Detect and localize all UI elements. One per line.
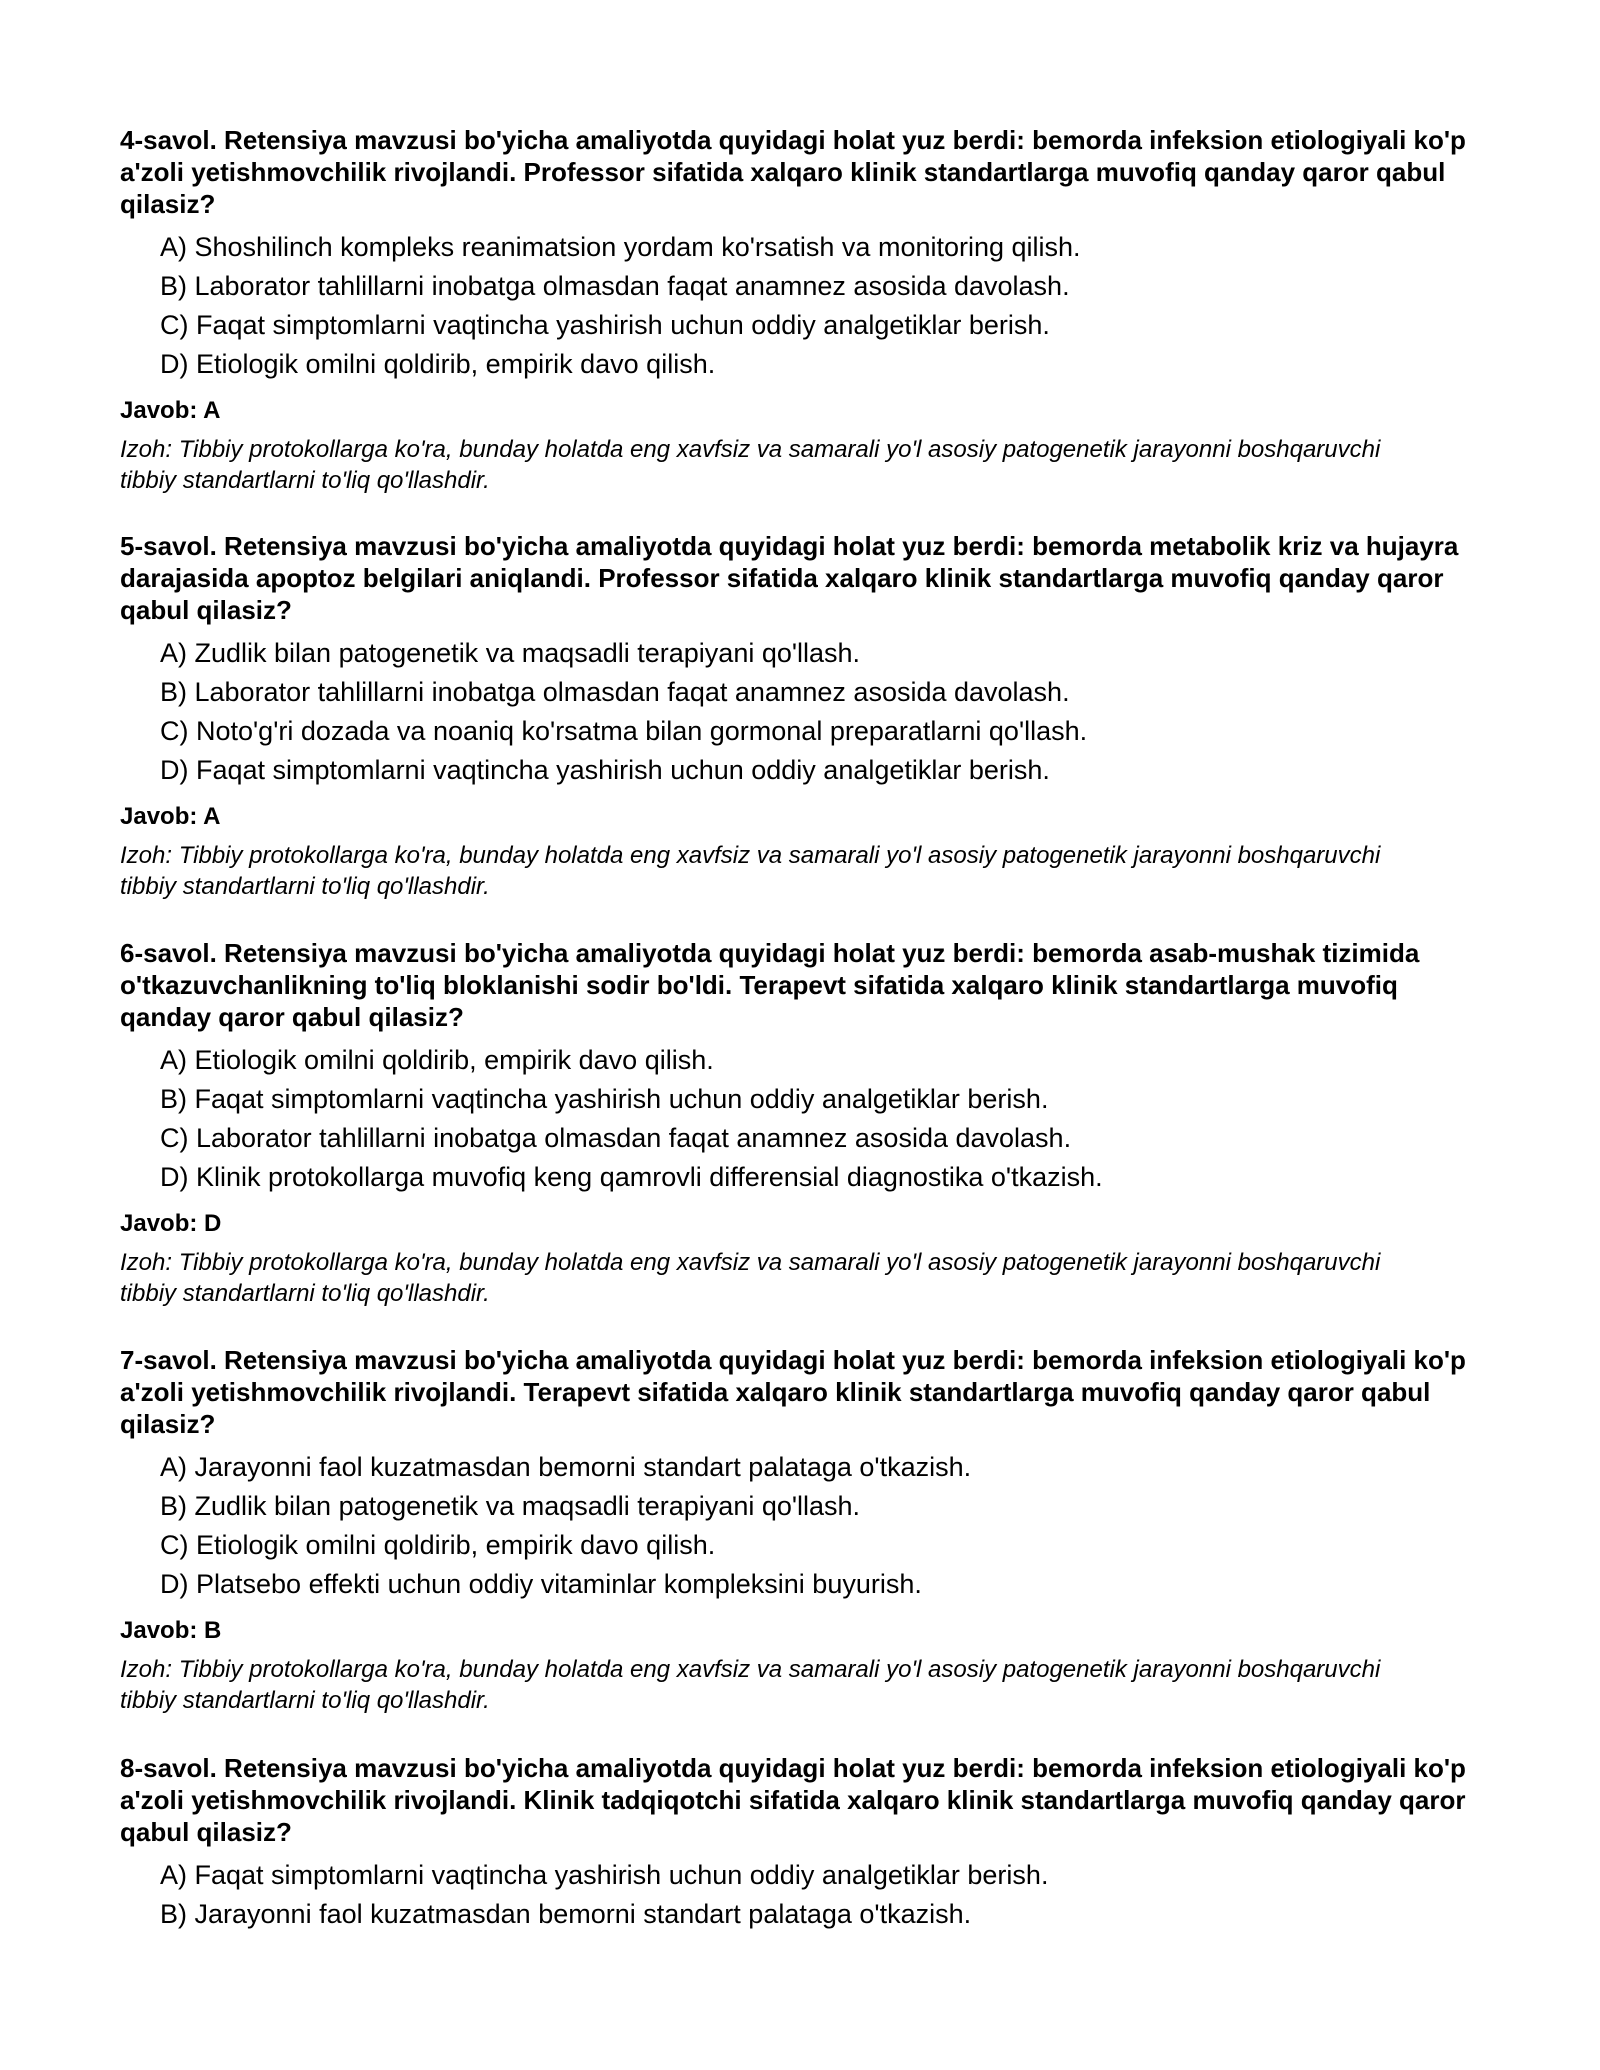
option-a: A) Jarayonni faol kuzatmasdan bemorni standart palataga o'tkazish.	[160, 1452, 972, 1482]
option-list	[120, 228, 1480, 384]
option-d: D) Etiologik omilni qoldirib, empirik davo qilish.	[160, 349, 716, 379]
option-c: C) Laborator tahlillarni inobatga olmasdan faqat anamnez asosida davolash.	[160, 1123, 1072, 1153]
answer-label: Javob: D	[120, 1210, 222, 1237]
explanation-text: Izoh: Tibbiy protokollarga ko'ra, bunday holatda eng xavfsiz va samarali yo'l asosiy patogenetik jarayonni boshqaruvchi tibbiy standartlarni to'liq qo'llashdir.	[120, 842, 1381, 900]
question-title: 4-savol. Retensiya mavzusi bo'yicha amaliyotda quyidagi holat yuz berdi: bemorda infeksion etiologiyali ko'p a'zoli yetishmovchilik rivojlandi. Professor sifatida xalqaro klinik standartlarga muvofiq qanday qaror qabul qilasiz?	[120, 125, 1466, 219]
option-d: D) Platsebo effekti uchun oddiy vitaminlar kompleksini buyurish.	[160, 1569, 922, 1599]
question-title: 6-savol. Retensiya mavzusi bo'yicha amaliyotda quyidagi holat yuz berdi: bemorda asab-mushak tizimida o'tkazuvchanlikning to'liq bloklanishi sodir bo'ldi. Terapevt sifatida xalqaro klinik standartlarga muvofiq qanday qaror qabul qilasiz?	[120, 938, 1420, 1032]
answer-label: Javob: B	[120, 1617, 222, 1644]
question-block	[120, 124, 1480, 496]
question-title: 7-savol. Retensiya mavzusi bo'yicha amaliyotda quyidagi holat yuz berdi: bemorda infeksion etiologiyali ko'p a'zoli yetishmovchilik rivojlandi. Terapevt sifatida xalqaro klinik standartlarga muvofiq qanday qaror qabul qilasiz?	[120, 1345, 1466, 1439]
option-b: B) Zudlik bilan patogenetik va maqsadli terapiyani qo'llash.	[160, 1491, 861, 1521]
option-b: B) Faqat simptomlarni vaqtincha yashirish uchun oddiy analgetiklar berish.	[160, 1084, 1049, 1114]
option-list	[120, 1448, 1480, 1604]
option-d: D) Faqat simptomlarni vaqtincha yashirish uchun oddiy analgetiklar berish.	[160, 755, 1050, 785]
question-title: 5-savol. Retensiya mavzusi bo'yicha amaliyotda quyidagi holat yuz berdi: bemorda metabolik kriz va hujayra darajasida apoptoz belgilari aniqlandi. Professor sifatida xalqaro klinik standartlarga muvofiq qanday qaror qabul qilasiz?	[120, 531, 1459, 625]
option-c: C) Faqat simptomlarni vaqtincha yashirish uchun oddiy analgetiklar berish.	[160, 310, 1050, 340]
question-title: 8-savol. Retensiya mavzusi bo'yicha amaliyotda quyidagi holat yuz berdi: bemorda infeksion etiologiyali ko'p a'zoli yetishmovchilik rivojlandi. Klinik tadqiqotchi sifatida xalqaro klinik standartlarga muvofiq qanday qaror qabul qilasiz?	[120, 1753, 1466, 1847]
option-d: D) Klinik protokollarga muvofiq keng qamrovli differensial diagnostika o'tkazish.	[160, 1162, 1103, 1192]
option-b: B) Laborator tahlillarni inobatga olmasdan faqat anamnez asosida davolash.	[160, 271, 1070, 301]
answer-label: Javob: A	[120, 803, 221, 830]
option-list	[120, 1041, 1480, 1197]
option-a: A) Zudlik bilan patogenetik va maqsadli terapiyani qo'llash.	[160, 638, 861, 668]
answer-label: Javob: A	[120, 397, 221, 424]
option-a: A) Faqat simptomlarni vaqtincha yashirish uchun oddiy analgetiklar berish.	[160, 1860, 1049, 1890]
option-list	[120, 634, 1480, 790]
question-block	[120, 530, 1480, 902]
option-b: B) Laborator tahlillarni inobatga olmasdan faqat anamnez asosida davolash.	[160, 677, 1070, 707]
option-a: A) Shoshilinch kompleks reanimatsion yordam ko'rsatish va monitoring qilish.	[160, 232, 1081, 262]
explanation-text: Izoh: Tibbiy protokollarga ko'ra, bunday holatda eng xavfsiz va samarali yo'l asosiy patogenetik jarayonni boshqaruvchi tibbiy standartlarni to'liq qo'llashdir.	[120, 1656, 1381, 1714]
question-block	[120, 1344, 1480, 1716]
explanation-text: Izoh: Tibbiy protokollarga ko'ra, bunday holatda eng xavfsiz va samarali yo'l asosiy patogenetik jarayonni boshqaruvchi tibbiy standartlarni to'liq qo'llashdir.	[120, 1249, 1381, 1307]
option-list	[120, 1856, 1480, 1934]
option-c: C) Etiologik omilni qoldirib, empirik davo qilish.	[160, 1530, 716, 1560]
explanation-text: Izoh: Tibbiy protokollarga ko'ra, bunday holatda eng xavfsiz va samarali yo'l asosiy patogenetik jarayonni boshqaruvchi tibbiy standartlarni to'liq qo'llashdir.	[120, 436, 1381, 494]
question-block	[120, 937, 1480, 1309]
option-b: B) Jarayonni faol kuzatmasdan bemorni standart palataga o'tkazish.	[160, 1899, 972, 1929]
question-block	[120, 1752, 1480, 1934]
option-c: C) Noto'g'ri dozada va noaniq ko'rsatma bilan gormonal preparatlarni qo'llash.	[160, 716, 1088, 746]
option-a: A) Etiologik omilni qoldirib, empirik davo qilish.	[160, 1045, 714, 1075]
